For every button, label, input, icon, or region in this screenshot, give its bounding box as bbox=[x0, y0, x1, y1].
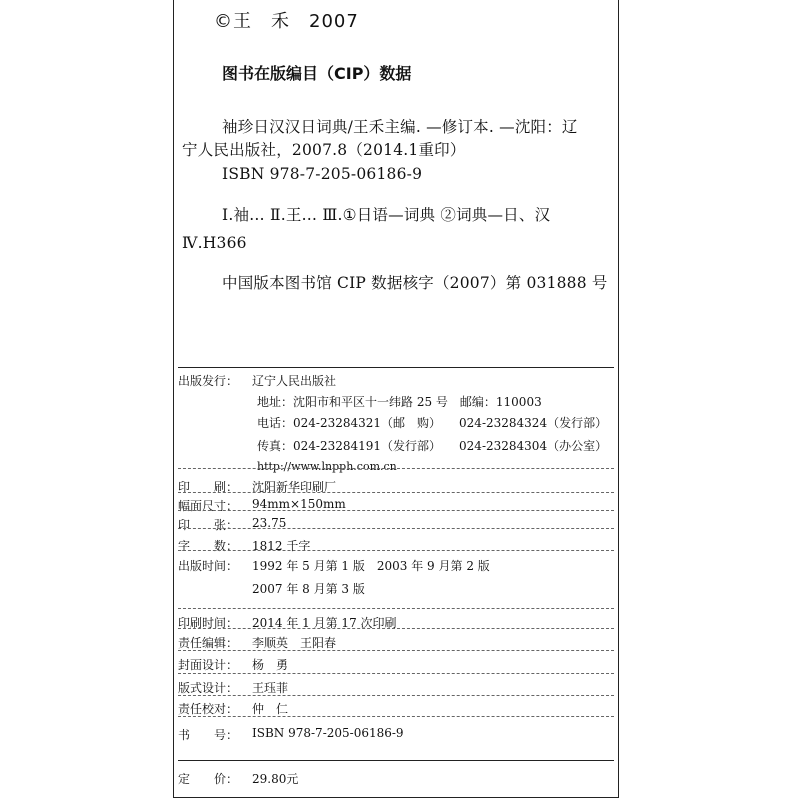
dashed-divider bbox=[178, 628, 614, 629]
book-number-value: ISBN 978-7-205-06186-9 bbox=[252, 726, 404, 740]
cip-isbn: ISBN 978-7-205-06186-9 bbox=[222, 165, 423, 183]
publisher-address: 地址：沈阳市和平区十一纬路 25 号 邮编：110003 bbox=[257, 395, 542, 409]
cip-publisher-line: 宁人民出版社，2007.8（2014.1重印） bbox=[182, 141, 466, 159]
edition-label: 出版时间： bbox=[178, 559, 239, 573]
divider-top bbox=[178, 367, 614, 368]
editor-value: 李顺英 王阳春 bbox=[252, 636, 337, 650]
publisher-website[interactable]: http://www.lnpph.com.cn bbox=[257, 460, 397, 473]
dashed-divider bbox=[178, 468, 614, 469]
dashed-divider bbox=[178, 510, 614, 511]
cip-heading: 图书在版编目（CIP）数据 bbox=[222, 64, 412, 83]
book-number-label: 书 号： bbox=[178, 728, 239, 742]
dashed-divider bbox=[178, 528, 614, 529]
cip-subjects: Ⅰ.袖… Ⅱ.王… Ⅲ.①日语—词典 ②词典—日、汉 bbox=[222, 206, 551, 224]
editor-label: 责任编辑： bbox=[178, 636, 239, 650]
price-value: 29.80元 bbox=[252, 772, 299, 786]
dashed-divider bbox=[178, 695, 614, 696]
sheets-label: 印 张： bbox=[178, 518, 239, 532]
cover-design-value: 杨 勇 bbox=[252, 658, 289, 672]
dashed-divider bbox=[178, 716, 614, 717]
dashed-divider bbox=[178, 608, 614, 609]
proofreader-value: 仲 仁 bbox=[252, 702, 289, 716]
layout-design-value: 王珏菲 bbox=[252, 681, 289, 695]
printer-value: 沈阳新华印刷厂 bbox=[252, 480, 337, 494]
size-label: 幅面尺寸： bbox=[178, 499, 239, 513]
price-label: 定 价： bbox=[178, 772, 239, 786]
print-time-value: 2014 年 1 月第 17 次印刷 bbox=[252, 616, 397, 630]
proofreader-label: 责任校对： bbox=[178, 702, 239, 716]
size-value: 94mm×150mm bbox=[252, 497, 346, 511]
dashed-divider bbox=[178, 492, 614, 493]
publisher-tel: 电话：024-23284321（邮 购） 024-23284324（发行部） bbox=[257, 416, 608, 430]
sheets-value: 23.75 bbox=[252, 516, 287, 530]
publisher-fax: 传真：024-23284191（发行部） 024-23284304（办公室） bbox=[257, 439, 608, 453]
dashed-divider bbox=[178, 673, 614, 674]
dashed-divider bbox=[178, 550, 614, 551]
cip-number: 中国版本图书馆 CIP 数据核字（2007）第 031888 号 bbox=[222, 274, 608, 292]
cip-title-line: 袖珍日汉汉日词典/王禾主编. —修订本. —沈阳：辽 bbox=[222, 118, 578, 136]
edition-value-2: 2007 年 8 月第 3 版 bbox=[252, 582, 365, 596]
publisher-label: 出版发行： bbox=[178, 374, 239, 388]
printer-label: 印 刷： bbox=[178, 480, 239, 494]
words-value: 1812 千字 bbox=[252, 539, 311, 553]
cover-design-label: 封面设计： bbox=[178, 658, 239, 672]
layout-design-label: 版式设计： bbox=[178, 681, 239, 695]
cip-classification: Ⅳ.H366 bbox=[182, 234, 247, 252]
words-label: 字 数： bbox=[178, 539, 239, 553]
publisher-name: 辽宁人民出版社 bbox=[252, 374, 337, 388]
edition-value-1: 1992 年 5 月第 1 版 2003 年 9 月第 2 版 bbox=[252, 559, 490, 573]
divider-bottom bbox=[178, 760, 614, 761]
copyright-line: ©王 禾 2007 bbox=[214, 11, 359, 32]
dashed-divider bbox=[178, 650, 614, 651]
print-time-label: 印刷时间： bbox=[178, 616, 239, 630]
